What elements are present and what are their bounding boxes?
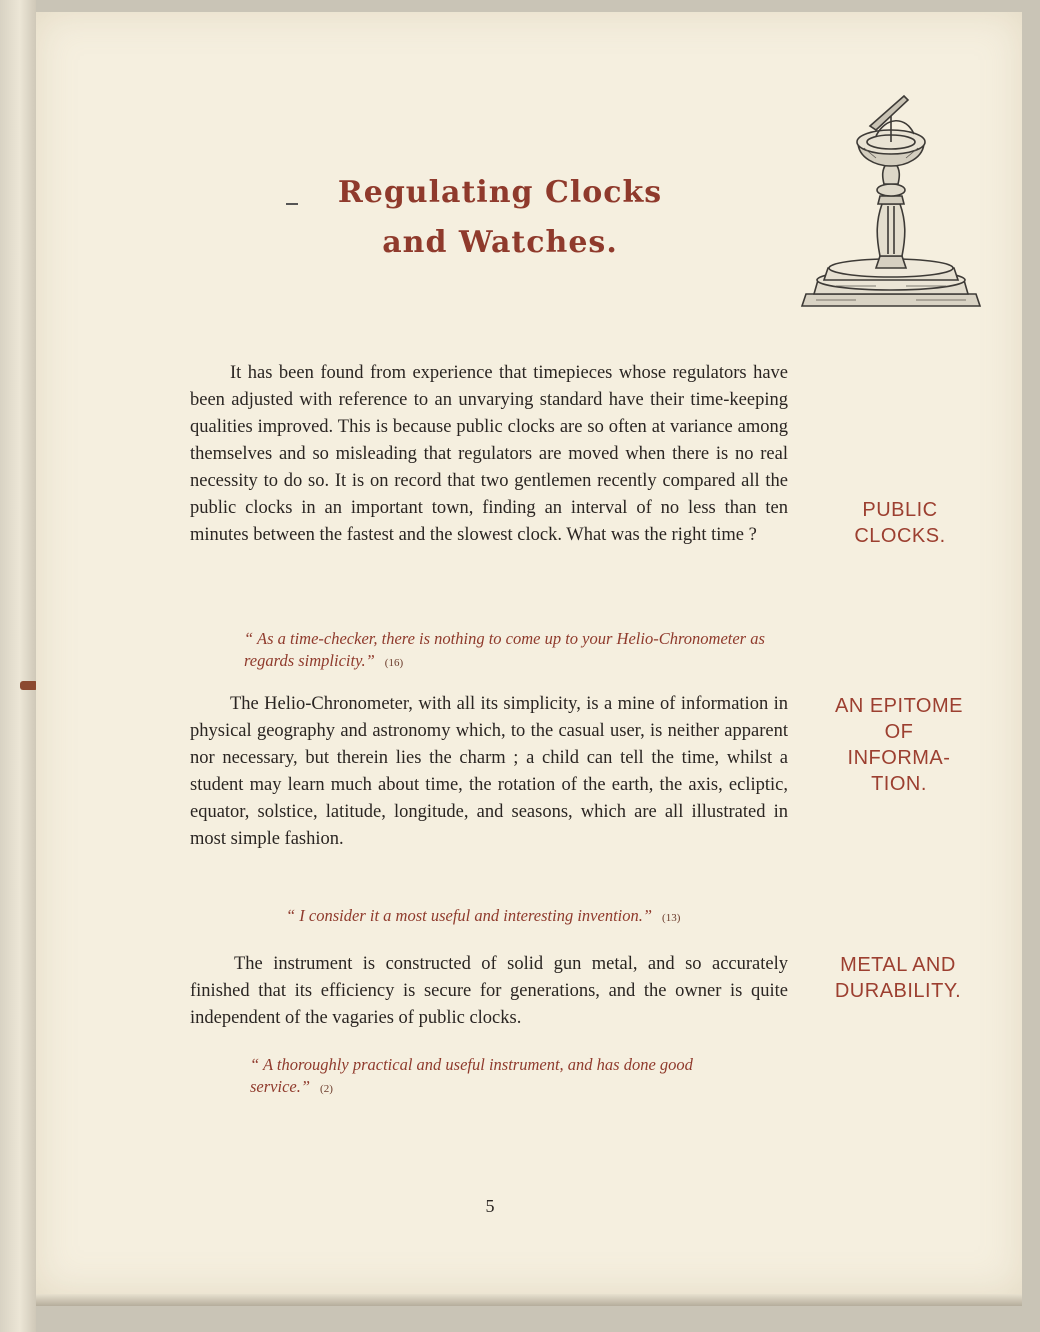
quote-text: “ As a time-checker, there is nothing to come up to your Helio-Chronometer as regards simplicity.” — [244, 629, 765, 670]
quote-reference: (2) — [320, 1083, 333, 1095]
paragraph-public-clocks: It has been found from experience that timepieces whose regulators have been adjusted with reference to an unvarying standard have their time-keeping qualities improved. This is because public clocks are so often at variance among themselves and so misleading that regulators are moved when there is no real necessity to do so. It is on record that two gentlemen recently compared all the public clocks in an important town, finding an interval of no less than ten minutes between the fastest and the slowest clock. What was the right time ? — [190, 363, 788, 545]
side-note-line: AN EPITOME — [835, 695, 963, 717]
book-spine — [0, 0, 36, 1332]
side-note-metal-durability — [814, 952, 982, 1004]
side-note-line: TION. — [871, 773, 927, 795]
side-note-line: DURABILITY. — [834, 980, 962, 1002]
page-edge — [36, 1294, 1022, 1306]
side-note-line: CLOCKS. — [854, 525, 946, 547]
decorative-dash — [286, 203, 298, 205]
sundial-pedestal-icon — [796, 86, 986, 320]
testimonial-quote-3 — [250, 1054, 760, 1100]
testimonial-quote-1 — [244, 628, 784, 674]
page-title — [300, 168, 700, 268]
side-note-line: METAL AND — [840, 954, 956, 976]
quote-reference: (13) — [662, 912, 681, 924]
paragraph-epitome: The Helio-Chronometer, with all its simplicity, is a mine of information in physical geography and astronomy which, to the casual user, is neither apparent nor necessary, but therein lies the charm ; a child can tell the time, whilst a student may learn much about time, the rotation of the earth, the axis, ecliptic, equator, solstice, latitude, longitude, and seasons, which are all illustrated in most simple fashion. — [190, 694, 788, 849]
side-note-line: PUBLIC — [862, 499, 938, 521]
title-line-2: and Watches. — [382, 225, 618, 260]
quote-text: “ A thoroughly practical and useful instrument, and has done good service.” — [250, 1055, 693, 1096]
quote-text: “ I consider it a most useful and interesting invention.” — [286, 906, 653, 925]
side-note-line: INFORMA- — [847, 747, 951, 769]
page-number: 5 — [485, 1196, 495, 1216]
side-note-line: OF — [884, 721, 914, 743]
paragraph-metal-durability: The instrument is constructed of solid gun metal, and so accurately finished that its efficiency is secure for generations, and the owner is quite independent of the vagaries of public clocks. — [190, 954, 788, 1028]
testimonial-quote-2 — [286, 905, 786, 929]
quote-reference: (16) — [384, 657, 404, 669]
title-line-1: Regulating Clocks — [337, 175, 663, 210]
side-note-public-clocks — [830, 497, 970, 549]
side-note-epitome — [818, 693, 980, 797]
